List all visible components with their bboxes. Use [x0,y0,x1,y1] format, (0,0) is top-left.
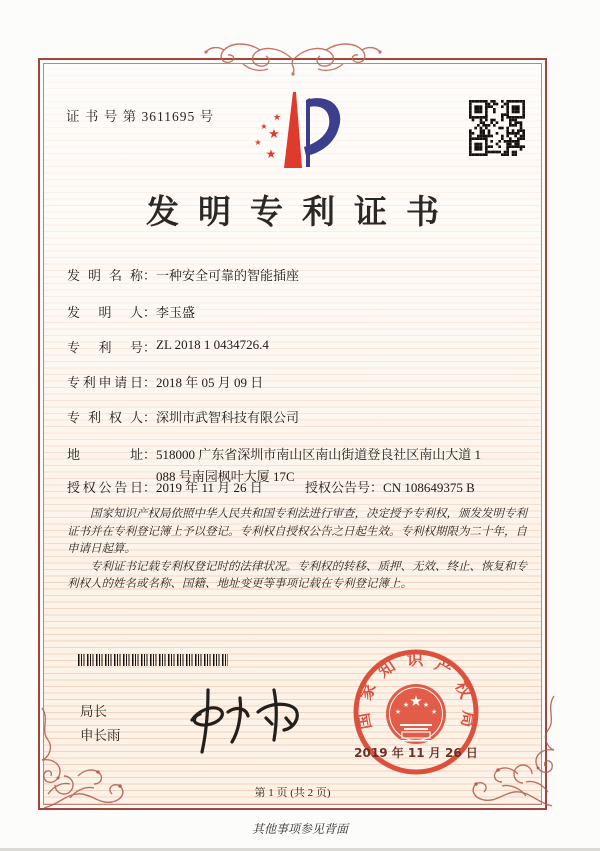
grant-number-value: CN 108649375 B [383,480,475,495]
field-label: 专利申请日 [67,375,143,390]
field-row-grant: 授权公告日：2019 年 11 月 26 日 授权公告号：CN 108649375 B [67,477,537,496]
field-label: 专利权人 [67,410,143,425]
field-label: 授权公告号 [305,480,371,495]
svg-text:★: ★ [268,127,280,142]
svg-text:★: ★ [254,138,262,147]
logo-blue-stem [306,98,310,167]
svg-text:★: ★ [265,147,277,161]
svg-text:★: ★ [260,122,268,131]
field-row-address: 地址：518000 广东省深圳市南山区南山街道登良社区南山大道 1 088 号南园枫叶大厦 17C [67,444,537,485]
signature-scribble [162,678,307,763]
svg-text:★: ★ [422,701,430,709]
certificate-title: 发明专利证书 [146,195,458,231]
seal-agency-text: 国家知识产权局 [353,649,479,731]
back-side-note: 其他事项参见背面 [251,822,348,836]
top-flourish-ornament [198,38,388,82]
field-label: 发明人 [67,305,143,320]
filing-date-value: 2018 年 05 月 09 日 [156,375,264,390]
logo-stars [254,113,281,161]
legal-paragraph-1: 国家知识产权局依照中华人民共和国专利法进行审查，决定授予专利权，颁发发明专利证书并在专利登记簿上予以登记。专利权自授权公告之日起生效。专利权期限为二十年，自申请日起算。 [67,508,527,555]
field-label: 授权公告日 [67,480,143,495]
svg-text:★: ★ [409,692,423,710]
grant-date-value: 2019 年 11 月 26 日 [156,480,263,495]
cnipa-logo [243,87,348,192]
inventor-value: 李玉盛 [156,305,196,320]
invention-name-value: 一种安全可靠的智能插座 [156,268,300,283]
page-indicator: 第 1 页 (共 2 页) [254,787,331,799]
signer-title: 局长 [80,704,107,719]
field-row-patent-number: 专利号：ZL 2018 1 0434726.4 [67,337,269,355]
logo-red-wedge [284,92,302,168]
grant-number-pair: 授权公告号：CN 108649375 B [305,480,475,495]
seal-national-emblem [386,684,446,744]
field-label: 专利号 [67,340,143,355]
seal-date: 2019 年 11 月 26 日 [354,746,478,760]
signer-name: 申长雨 [80,728,121,743]
official-seal [346,642,486,782]
patent-number-value: ZL 2018 1 0434726.4 [156,337,269,352]
svg-text:★: ★ [272,113,282,123]
field-label: 发明名称 [67,268,143,283]
address-value-line2: 088 号南园枫叶大厦 17C [156,469,295,484]
barcode [78,654,228,666]
svg-text:★: ★ [402,701,410,709]
certificate-number: 证 书 号 第 3611695 号 [66,109,215,124]
legal-text-block [67,506,533,594]
address-value-line1: 518000 广东省深圳市南山区南山街道登良社区南山大道 1 [156,447,482,462]
field-label: 地址 [67,447,143,462]
legal-paragraph-2: 专利证书记载专利权登记时的法律状况。专利权的转移、质押、无效、终止、恢复和专利权人的姓名或名称、国籍、地址变更等事项记载在专利登记簿上。 [67,560,527,590]
svg-text:★: ★ [430,708,438,716]
field-row-inventor: 发明人：李玉盛 [67,302,537,321]
field-row-filing-date: 专利申请日：2018 年 05 月 09 日 [67,372,537,391]
qr-code [469,99,525,157]
svg-text:★: ★ [394,708,402,716]
field-row-patentee: 专利权人：深圳市武智科技有限公司 [67,407,537,426]
field-row-invention-name: 发明名称：一种安全可靠的智能插座 [67,265,537,284]
patentee-value: 深圳市武智科技有限公司 [156,410,300,425]
